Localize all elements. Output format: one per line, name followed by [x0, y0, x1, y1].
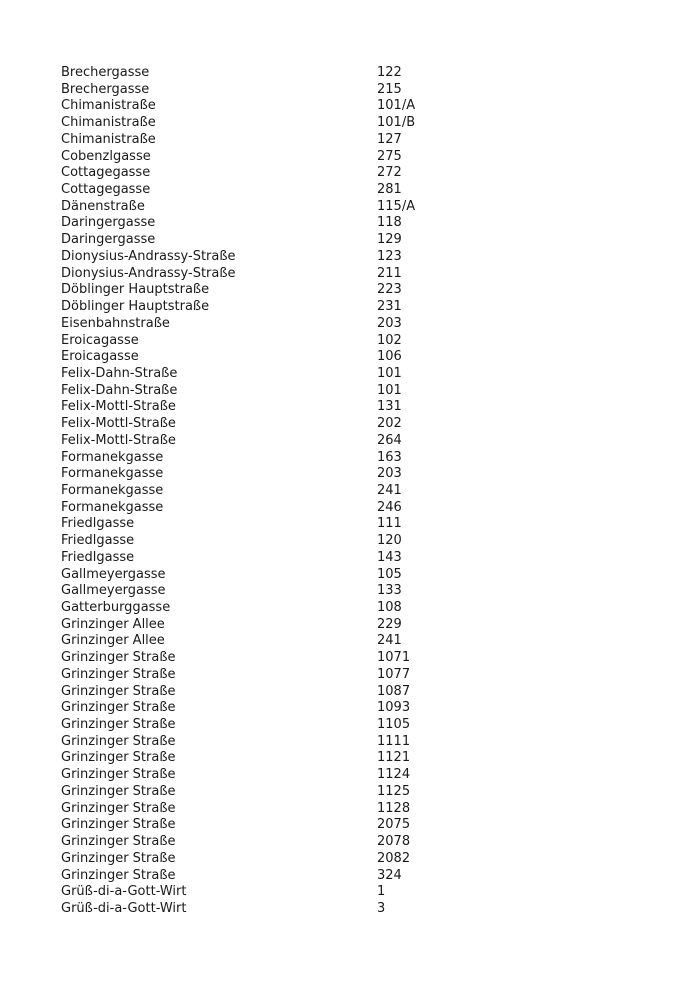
- house-number: 1087: [377, 683, 411, 699]
- table-row: [61, 516, 661, 533]
- house-number: 131: [377, 399, 402, 415]
- street-name: Felix-Mottl-Straße: [61, 432, 176, 448]
- house-number: 1071: [377, 650, 411, 666]
- table-row: [61, 583, 661, 600]
- street-name: Chimanistraße: [61, 115, 156, 131]
- table-row: [61, 165, 661, 182]
- street-name: Formanekgasse: [61, 482, 164, 498]
- table-row: [61, 567, 661, 584]
- house-number: 143: [377, 549, 402, 565]
- house-number: 101: [377, 365, 402, 381]
- table-row: [61, 667, 661, 684]
- house-number: 2082: [377, 850, 411, 866]
- street-name: Grüß-di-a-Gott-Wirt: [61, 884, 187, 900]
- table-row: [61, 483, 661, 500]
- street-name: Grinzinger Straße: [61, 767, 176, 783]
- street-name: Gallmeyergasse: [61, 566, 166, 582]
- table-row: [61, 533, 661, 550]
- street-name: Dionysius-Andrassy-Straße: [61, 248, 236, 264]
- table-row: [61, 433, 661, 450]
- table-row: [61, 232, 661, 249]
- house-number: 275: [377, 148, 402, 164]
- table-row: [61, 316, 661, 333]
- street-name: Grinzinger Straße: [61, 650, 176, 666]
- street-name: Brechergasse: [61, 65, 150, 80]
- table-row: [61, 717, 661, 734]
- street-name: Formanekgasse: [61, 466, 164, 482]
- house-number: 133: [377, 583, 402, 599]
- table-row: [61, 650, 661, 667]
- house-number: 106: [377, 349, 402, 365]
- table-row: [61, 115, 661, 132]
- street-name: Grinzinger Straße: [61, 834, 176, 850]
- table-row: [61, 383, 661, 400]
- table-row: [61, 868, 661, 885]
- table-row: [61, 132, 661, 149]
- street-name: Chimanistraße: [61, 98, 156, 114]
- house-number: 115/A: [377, 198, 416, 214]
- street-name: Chimanistraße: [61, 131, 156, 147]
- house-number: 105: [377, 566, 402, 582]
- street-name: Grinzinger Straße: [61, 867, 176, 883]
- house-number: 102: [377, 332, 402, 348]
- house-number: 241: [377, 633, 402, 649]
- street-name: Felix-Mottl-Straße: [61, 416, 176, 432]
- street-name: Döblinger Hauptstraße: [61, 299, 210, 315]
- house-number: 1105: [377, 717, 411, 733]
- house-number: 203: [377, 466, 402, 482]
- house-number: 324: [377, 867, 402, 883]
- house-number: 1093: [377, 700, 411, 716]
- street-name: Gatterburggasse: [61, 600, 171, 615]
- table-row: [61, 450, 661, 467]
- table-row: [61, 333, 661, 350]
- table-row: [61, 700, 661, 717]
- table-row: [61, 901, 661, 918]
- house-number: 101/A: [377, 98, 416, 114]
- house-number: 101/B: [377, 115, 416, 131]
- table-row: [61, 801, 661, 818]
- house-number: 223: [377, 282, 402, 298]
- house-number: 123: [377, 248, 402, 264]
- house-number: 229: [377, 616, 402, 632]
- table-row: [61, 82, 661, 99]
- street-name: Felix-Dahn-Straße: [61, 382, 178, 398]
- street-name: Grinzinger Straße: [61, 783, 176, 799]
- house-number: 2078: [377, 834, 411, 850]
- house-number: 3: [377, 900, 386, 916]
- street-name: Grüß-di-a-Gott-Wirt: [61, 900, 187, 916]
- house-number: 241: [377, 482, 402, 498]
- street-name: Friedlgasse: [61, 549, 135, 565]
- house-number: 120: [377, 533, 402, 549]
- street-name: Brechergasse: [61, 81, 150, 97]
- street-name: Cottagegasse: [61, 182, 151, 198]
- street-name: Grinzinger Straße: [61, 850, 176, 866]
- table-row: [61, 817, 661, 834]
- house-number: 2075: [377, 817, 411, 833]
- street-name: Gallmeyergasse: [61, 583, 166, 599]
- house-number: 281: [377, 182, 402, 198]
- street-name: Grinzinger Straße: [61, 800, 176, 816]
- street-name: Felix-Dahn-Straße: [61, 365, 178, 381]
- table-row: [61, 399, 661, 416]
- house-number: 122: [377, 65, 402, 80]
- table-row: [61, 750, 661, 767]
- table-row: [61, 617, 661, 634]
- street-name: Döblinger Hauptstraße: [61, 282, 210, 298]
- street-name: Cobenzlgasse: [61, 148, 151, 164]
- table-row: [61, 633, 661, 650]
- house-number: 127: [377, 131, 402, 147]
- table-row: [61, 366, 661, 383]
- house-number: 118: [377, 215, 402, 231]
- house-number: 1125: [377, 783, 411, 799]
- house-number: 211: [377, 265, 402, 281]
- street-name: Friedlgasse: [61, 516, 135, 532]
- house-number: 1111: [377, 733, 411, 749]
- table-row: [61, 98, 661, 115]
- table-row: [61, 784, 661, 801]
- house-number: 246: [377, 499, 402, 515]
- street-name: Daringergasse: [61, 232, 156, 248]
- street-name: Grinzinger Straße: [61, 717, 176, 733]
- table-row: [61, 884, 661, 901]
- table-row: [61, 684, 661, 701]
- house-number: 108: [377, 600, 402, 615]
- house-number: 215: [377, 81, 402, 97]
- house-number: 203: [377, 315, 402, 331]
- table-row: [61, 600, 661, 617]
- house-number: 111: [377, 516, 402, 532]
- street-name: Formanekgasse: [61, 449, 164, 465]
- table-row: [61, 299, 661, 316]
- table-row: [61, 199, 661, 216]
- house-number: 1128: [377, 800, 411, 816]
- house-number: 101: [377, 382, 402, 398]
- street-name: Grinzinger Straße: [61, 750, 176, 766]
- street-name: Cottagegasse: [61, 165, 151, 181]
- street-name: Formanekgasse: [61, 499, 164, 515]
- table-row: [61, 215, 661, 232]
- table-row: [61, 282, 661, 299]
- street-name: Daringergasse: [61, 215, 156, 231]
- table-row: [61, 550, 661, 567]
- house-number: 272: [377, 165, 402, 181]
- street-name: Grinzinger Straße: [61, 733, 176, 749]
- address-list: [61, 65, 661, 918]
- street-name: Eisenbahnstraße: [61, 315, 170, 331]
- house-number: 202: [377, 416, 402, 432]
- street-name: Grinzinger Straße: [61, 666, 176, 682]
- street-name: Eroicagasse: [61, 332, 139, 348]
- table-row: [61, 266, 661, 283]
- house-number: 129: [377, 232, 402, 248]
- street-name: Grinzinger Allee: [61, 633, 165, 649]
- table-row: [61, 416, 661, 433]
- table-row: [61, 734, 661, 751]
- street-name: Grinzinger Straße: [61, 683, 176, 699]
- house-number: 231: [377, 299, 402, 315]
- table-row: [61, 851, 661, 868]
- street-name: Friedlgasse: [61, 533, 135, 549]
- table-row: [61, 249, 661, 266]
- house-number: 163: [377, 449, 402, 465]
- table-row: [61, 65, 661, 82]
- table-row: [61, 149, 661, 166]
- house-number: 1: [377, 884, 386, 900]
- street-name: Grinzinger Allee: [61, 616, 165, 632]
- street-name: Felix-Mottl-Straße: [61, 399, 176, 415]
- street-name: Dänenstraße: [61, 198, 145, 214]
- house-number: 1077: [377, 666, 411, 682]
- table-row: [61, 349, 661, 366]
- street-name: Grinzinger Straße: [61, 700, 176, 716]
- street-name: Grinzinger Straße: [61, 817, 176, 833]
- table-row: [61, 834, 661, 851]
- street-name: Dionysius-Andrassy-Straße: [61, 265, 236, 281]
- street-name: Eroicagasse: [61, 349, 139, 365]
- table-row: [61, 500, 661, 517]
- table-row: [61, 182, 661, 199]
- table-row: [61, 466, 661, 483]
- table-row: [61, 767, 661, 784]
- house-number: 264: [377, 432, 402, 448]
- house-number: 1121: [377, 750, 411, 766]
- house-number: 1124: [377, 767, 411, 783]
